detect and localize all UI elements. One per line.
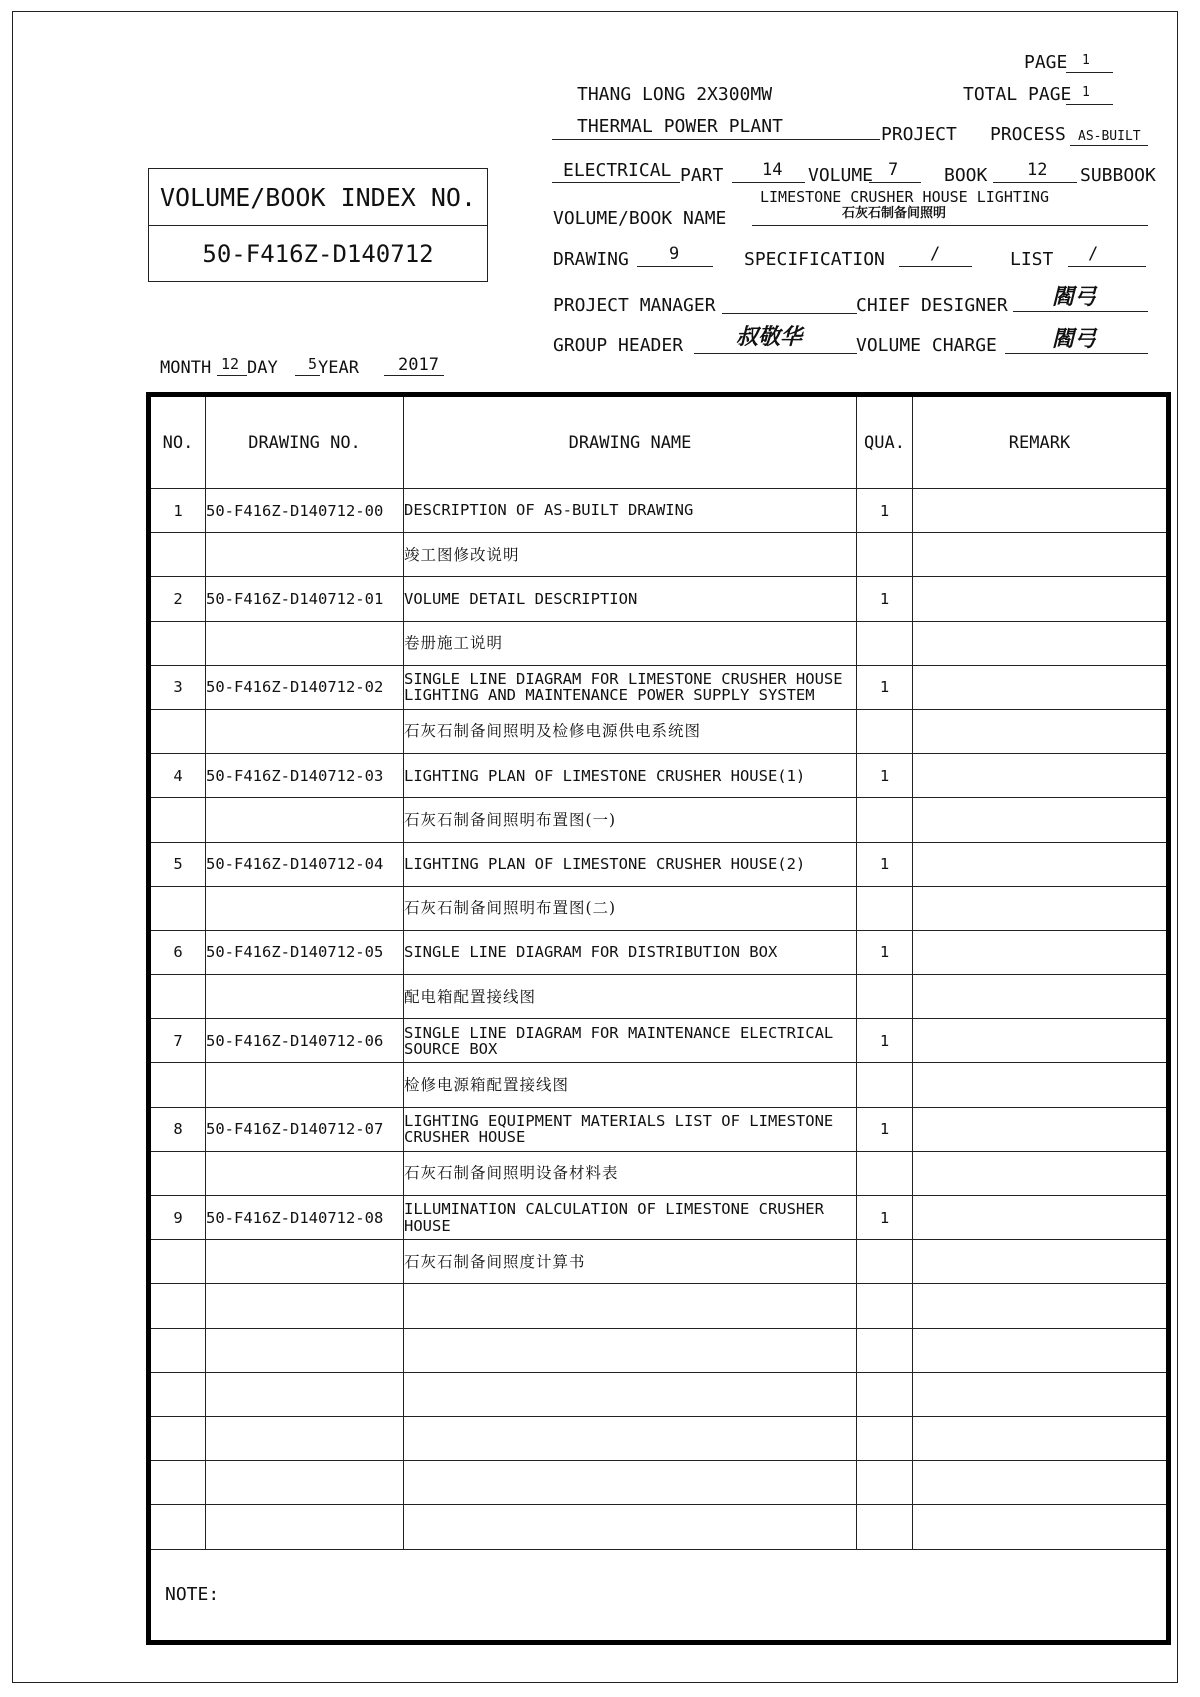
row-drawing-name: LIGHTING EQUIPMENT MATERIALS LIST OF LIMESTONE CRUSHER HOUSE bbox=[404, 1107, 857, 1151]
day-value: 5 bbox=[308, 355, 318, 373]
row-drawing-number: 50-F416Z-D140712-06 bbox=[206, 1019, 404, 1063]
row-quantity: 1 bbox=[857, 665, 913, 709]
table-row bbox=[149, 577, 1169, 621]
row-number bbox=[149, 1505, 206, 1549]
part-value: 14 bbox=[762, 160, 783, 180]
row-number: 1 bbox=[149, 489, 206, 533]
row-drawing-name: SINGLE LINE DIAGRAM FOR DISTRIBUTION BOX bbox=[404, 930, 857, 974]
row-quantity bbox=[857, 709, 913, 753]
process-value: AS-BUILT bbox=[1078, 129, 1141, 144]
project-label: PROJECT bbox=[881, 124, 957, 145]
row-drawing-name bbox=[404, 1416, 857, 1460]
row-drawing-number: 50-F416Z-D140712-01 bbox=[206, 577, 404, 621]
total-page-value: 1 bbox=[1082, 85, 1090, 100]
row-drawing-name: DESCRIPTION OF AS-BUILT DRAWING bbox=[404, 489, 857, 533]
row-quantity: 1 bbox=[857, 842, 913, 886]
row-drawing-name: 配电箱配置接线图 bbox=[404, 975, 857, 1019]
row-remark bbox=[913, 1461, 1169, 1505]
header-drawing-name: DRAWING NAME bbox=[404, 395, 857, 489]
row-number: 2 bbox=[149, 577, 206, 621]
row-drawing-name: 卷册施工说明 bbox=[404, 621, 857, 665]
total-page-label: TOTAL PAGE bbox=[963, 84, 1072, 105]
table-row bbox=[149, 1063, 1169, 1107]
row-number bbox=[149, 1328, 206, 1372]
row-quantity bbox=[857, 1151, 913, 1195]
row-drawing-name: 石灰石制备间照明及检修电源供电系统图 bbox=[404, 709, 857, 753]
row-quantity bbox=[857, 1284, 913, 1328]
row-drawing-name: 石灰石制备间照明布置图(二) bbox=[404, 886, 857, 930]
table-header-row bbox=[149, 395, 1169, 489]
row-drawing-number bbox=[206, 1328, 404, 1372]
table-row bbox=[149, 1284, 1169, 1328]
row-quantity: 1 bbox=[857, 1107, 913, 1151]
row-remark bbox=[913, 1505, 1169, 1549]
table-row bbox=[149, 798, 1169, 842]
row-number bbox=[149, 1284, 206, 1328]
header-qua: QUA. bbox=[857, 395, 913, 489]
row-quantity bbox=[857, 1505, 913, 1549]
header-remark: REMARK bbox=[913, 395, 1169, 489]
drawing-label: DRAWING bbox=[553, 249, 629, 270]
group-header-label: GROUP HEADER bbox=[553, 335, 684, 356]
row-number bbox=[149, 886, 206, 930]
row-remark bbox=[913, 1240, 1169, 1284]
row-remark bbox=[913, 842, 1169, 886]
month-value: 12 bbox=[221, 355, 240, 373]
row-quantity bbox=[857, 533, 913, 577]
chief-designer-label: CHIEF DESIGNER bbox=[856, 295, 1008, 316]
row-remark bbox=[913, 533, 1169, 577]
row-drawing-name: 竣工图修改说明 bbox=[404, 533, 857, 577]
month-label: MONTH bbox=[160, 358, 212, 378]
volume-name-cn: 石灰石制备间照明 bbox=[842, 206, 947, 221]
table-row bbox=[149, 1019, 1169, 1063]
department-value: ELECTRICAL bbox=[563, 160, 672, 181]
row-number: 8 bbox=[149, 1107, 206, 1151]
row-drawing-number bbox=[206, 1284, 404, 1328]
subbook-label: SUBBOOK bbox=[1080, 165, 1156, 186]
row-drawing-name: 石灰石制备间照明设备材料表 bbox=[404, 1151, 857, 1195]
row-drawing-number bbox=[206, 1063, 404, 1107]
chief-designer-signature: 閻弓 bbox=[1052, 284, 1097, 310]
row-number bbox=[149, 1240, 206, 1284]
table-row bbox=[149, 1151, 1169, 1195]
volume-charge-signature: 閻弓 bbox=[1052, 326, 1097, 352]
table-row bbox=[149, 533, 1169, 577]
row-drawing-name bbox=[404, 1328, 857, 1372]
row-remark bbox=[913, 1416, 1169, 1460]
row-number bbox=[149, 621, 206, 665]
part-label: PART bbox=[680, 165, 724, 186]
row-remark bbox=[913, 1372, 1169, 1416]
row-drawing-number: 50-F416Z-D140712-05 bbox=[206, 930, 404, 974]
book-value: 12 bbox=[1027, 160, 1048, 180]
row-number: 9 bbox=[149, 1196, 206, 1240]
row-drawing-number bbox=[206, 1240, 404, 1284]
row-remark bbox=[913, 754, 1169, 798]
row-drawing-name: ILLUMINATION CALCULATION OF LIMESTONE CRUSHER HOUSE bbox=[404, 1196, 857, 1240]
table-row bbox=[149, 665, 1169, 709]
project-line2: THERMAL POWER PLANT bbox=[577, 116, 783, 137]
group-header-signature: 叔敬华 bbox=[736, 324, 803, 350]
row-quantity bbox=[857, 1372, 913, 1416]
row-remark bbox=[913, 798, 1169, 842]
table-row bbox=[149, 1328, 1169, 1372]
specification-label: SPECIFICATION bbox=[744, 249, 885, 270]
row-quantity bbox=[857, 1416, 913, 1460]
table-row bbox=[149, 930, 1169, 974]
row-remark bbox=[913, 1196, 1169, 1240]
row-drawing-number bbox=[206, 621, 404, 665]
row-drawing-name bbox=[404, 1372, 857, 1416]
day-label: DAY bbox=[247, 358, 278, 378]
row-number bbox=[149, 975, 206, 1019]
project-line1: THANG LONG 2X300MW bbox=[577, 84, 773, 105]
drawing-value: 9 bbox=[669, 244, 680, 264]
row-number: 7 bbox=[149, 1019, 206, 1063]
list-value: / bbox=[1088, 244, 1099, 264]
row-quantity: 1 bbox=[857, 577, 913, 621]
row-remark bbox=[913, 1284, 1169, 1328]
drawing-index-table bbox=[146, 392, 1171, 1645]
table-row bbox=[149, 1505, 1169, 1549]
table-row bbox=[149, 975, 1169, 1019]
row-remark bbox=[913, 1107, 1169, 1151]
year-label: YEAR bbox=[318, 358, 359, 378]
row-remark bbox=[913, 489, 1169, 533]
row-remark bbox=[913, 709, 1169, 753]
row-number: 3 bbox=[149, 665, 206, 709]
row-quantity: 1 bbox=[857, 754, 913, 798]
index-number-box bbox=[148, 168, 488, 282]
row-number bbox=[149, 1063, 206, 1107]
row-drawing-name bbox=[404, 1505, 857, 1549]
row-drawing-name bbox=[404, 1461, 857, 1505]
page-value: 1 bbox=[1082, 53, 1090, 68]
row-remark bbox=[913, 1063, 1169, 1107]
row-drawing-name bbox=[404, 1284, 857, 1328]
row-remark bbox=[913, 1151, 1169, 1195]
index-box-number: 50-F416Z-D140712 bbox=[202, 239, 434, 268]
row-drawing-number: 50-F416Z-D140712-04 bbox=[206, 842, 404, 886]
row-drawing-name: SINGLE LINE DIAGRAM FOR LIMESTONE CRUSHER HOUSE LIGHTING AND MAINTENANCE POWER SUPPLY SYSTEM bbox=[404, 665, 857, 709]
page-label: PAGE bbox=[1024, 52, 1068, 73]
row-number bbox=[149, 1372, 206, 1416]
table-row bbox=[149, 1416, 1169, 1460]
row-drawing-number bbox=[206, 1416, 404, 1460]
year-value: 2017 bbox=[398, 355, 439, 375]
table-row bbox=[149, 1372, 1169, 1416]
row-remark bbox=[913, 930, 1169, 974]
table-row bbox=[149, 1196, 1169, 1240]
row-quantity: 1 bbox=[857, 1019, 913, 1063]
row-quantity bbox=[857, 886, 913, 930]
row-number: 5 bbox=[149, 842, 206, 886]
volume-label: VOLUME bbox=[808, 165, 874, 186]
process-label: PROCESS bbox=[990, 124, 1066, 145]
header-no: NO. bbox=[149, 395, 206, 489]
list-label: LIST bbox=[1010, 249, 1054, 270]
note-row bbox=[149, 1549, 1169, 1642]
index-box-title: VOLUME/BOOK INDEX NO. bbox=[149, 169, 487, 226]
row-drawing-number bbox=[206, 1505, 404, 1549]
row-drawing-number bbox=[206, 886, 404, 930]
row-drawing-number bbox=[206, 1151, 404, 1195]
volume-charge-label: VOLUME CHARGE bbox=[856, 335, 997, 356]
row-number bbox=[149, 533, 206, 577]
project-manager-label: PROJECT MANAGER bbox=[553, 295, 716, 316]
row-number bbox=[149, 1151, 206, 1195]
row-quantity bbox=[857, 1461, 913, 1505]
row-drawing-name: VOLUME DETAIL DESCRIPTION bbox=[404, 577, 857, 621]
row-drawing-name: 石灰石制备间照度计算书 bbox=[404, 1240, 857, 1284]
row-quantity: 1 bbox=[857, 930, 913, 974]
row-number: 6 bbox=[149, 930, 206, 974]
table-row bbox=[149, 842, 1169, 886]
row-drawing-name: 检修电源箱配置接线图 bbox=[404, 1063, 857, 1107]
row-remark bbox=[913, 577, 1169, 621]
row-quantity bbox=[857, 975, 913, 1019]
row-quantity: 1 bbox=[857, 489, 913, 533]
row-drawing-number: 50-F416Z-D140712-07 bbox=[206, 1107, 404, 1151]
table-row bbox=[149, 1461, 1169, 1505]
row-remark bbox=[913, 665, 1169, 709]
table-row bbox=[149, 886, 1169, 930]
row-remark bbox=[913, 886, 1169, 930]
table-row bbox=[149, 1107, 1169, 1151]
row-drawing-name: LIGHTING PLAN OF LIMESTONE CRUSHER HOUSE(1) bbox=[404, 754, 857, 798]
specification-value: / bbox=[930, 244, 941, 264]
row-remark bbox=[913, 975, 1169, 1019]
row-quantity bbox=[857, 1063, 913, 1107]
row-drawing-number bbox=[206, 709, 404, 753]
row-quantity bbox=[857, 798, 913, 842]
volume-name-label: VOLUME/BOOK NAME bbox=[553, 208, 727, 229]
row-number bbox=[149, 709, 206, 753]
row-quantity: 1 bbox=[857, 1196, 913, 1240]
row-drawing-number: 50-F416Z-D140712-00 bbox=[206, 489, 404, 533]
table-row bbox=[149, 621, 1169, 665]
header-drawing-no: DRAWING NO. bbox=[206, 395, 404, 489]
volume-value: 7 bbox=[888, 160, 899, 180]
note-label: NOTE: bbox=[149, 1549, 1169, 1642]
row-drawing-name: 石灰石制备间照明布置图(一) bbox=[404, 798, 857, 842]
row-number bbox=[149, 1416, 206, 1460]
book-label: BOOK bbox=[944, 165, 988, 186]
table-row bbox=[149, 489, 1169, 533]
row-drawing-number bbox=[206, 975, 404, 1019]
table-row bbox=[149, 1240, 1169, 1284]
row-drawing-number bbox=[206, 533, 404, 577]
row-drawing-number bbox=[206, 798, 404, 842]
row-remark bbox=[913, 1019, 1169, 1063]
row-remark bbox=[913, 621, 1169, 665]
volume-name-en: LIMESTONE CRUSHER HOUSE LIGHTING bbox=[760, 188, 1049, 206]
row-number bbox=[149, 798, 206, 842]
row-number: 4 bbox=[149, 754, 206, 798]
row-remark bbox=[913, 1328, 1169, 1372]
row-drawing-number: 50-F416Z-D140712-08 bbox=[206, 1196, 404, 1240]
row-drawing-name: LIGHTING PLAN OF LIMESTONE CRUSHER HOUSE(2) bbox=[404, 842, 857, 886]
row-quantity bbox=[857, 621, 913, 665]
row-drawing-number: 50-F416Z-D140712-03 bbox=[206, 754, 404, 798]
row-quantity bbox=[857, 1240, 913, 1284]
table-row bbox=[149, 754, 1169, 798]
row-drawing-number bbox=[206, 1372, 404, 1416]
row-number bbox=[149, 1461, 206, 1505]
row-drawing-name: SINGLE LINE DIAGRAM FOR MAINTENANCE ELECTRICAL SOURCE BOX bbox=[404, 1019, 857, 1063]
row-drawing-number: 50-F416Z-D140712-02 bbox=[206, 665, 404, 709]
table-row bbox=[149, 709, 1169, 753]
row-quantity bbox=[857, 1328, 913, 1372]
row-drawing-number bbox=[206, 1461, 404, 1505]
